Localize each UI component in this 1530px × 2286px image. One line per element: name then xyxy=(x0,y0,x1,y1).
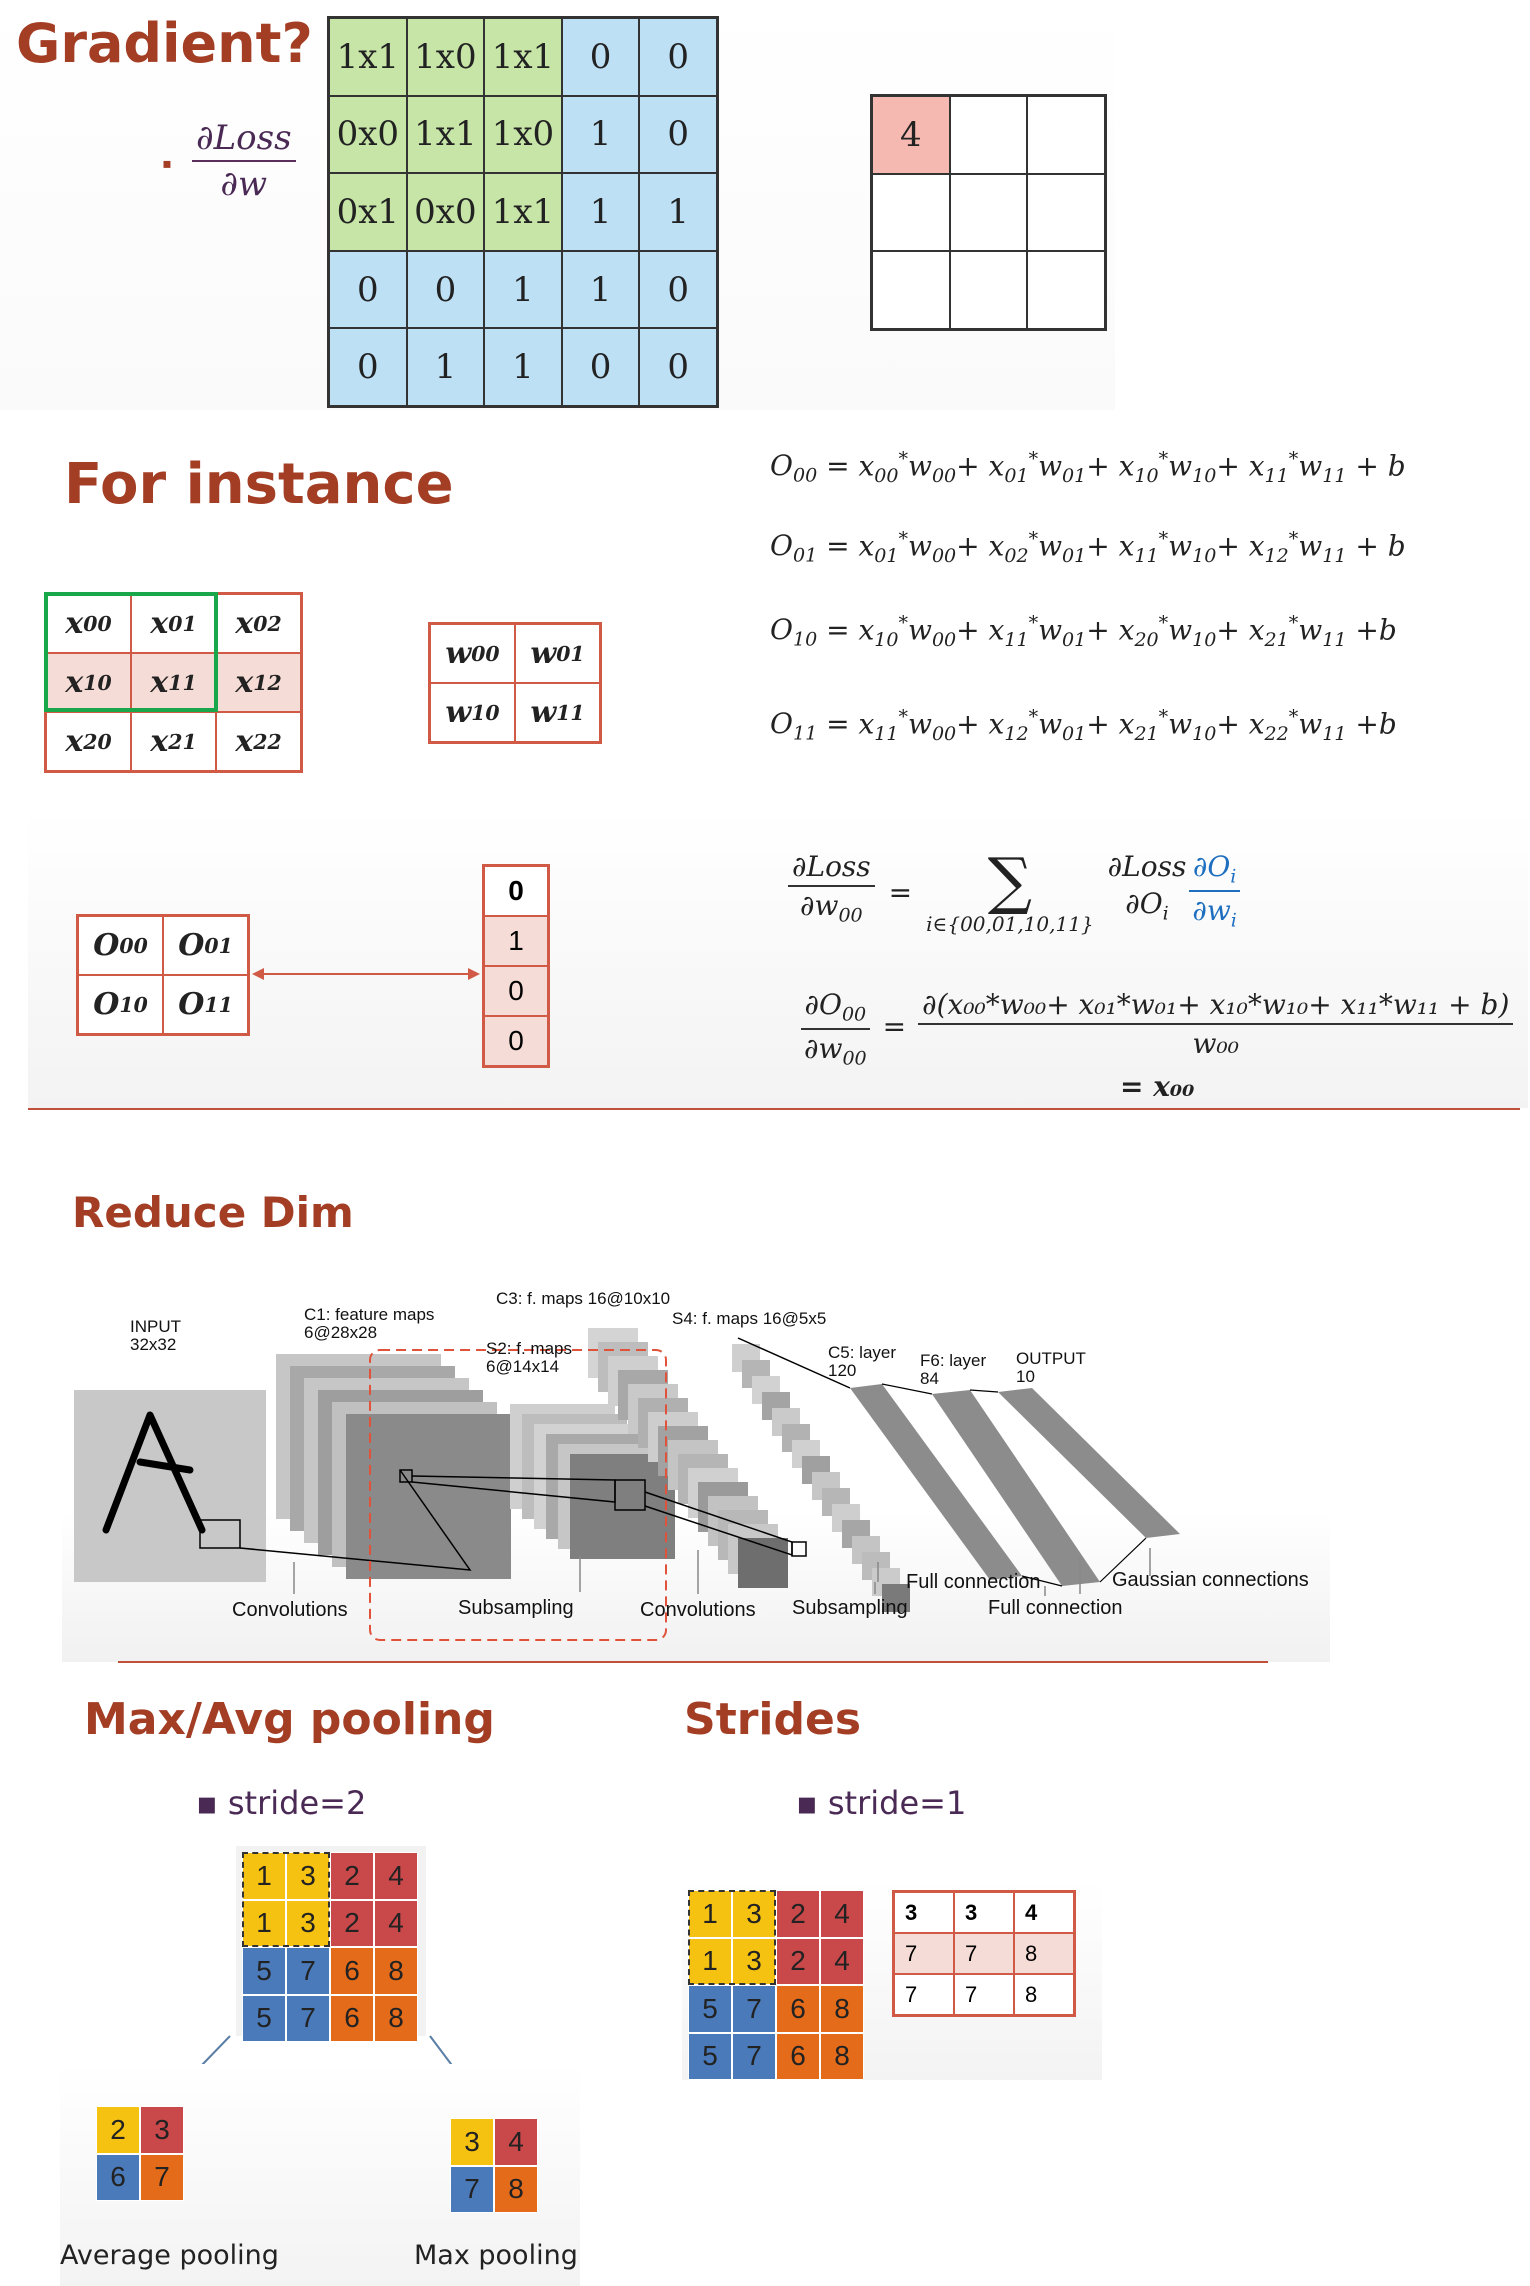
eq-x-sub: 00 xyxy=(874,464,899,487)
input-cell: 1x1 xyxy=(407,96,485,174)
eq-x: x xyxy=(858,707,875,741)
o-cell xyxy=(163,975,248,1034)
eq-star: * xyxy=(1028,612,1039,634)
input-cell: 1x1 xyxy=(484,173,562,251)
w-cell xyxy=(515,683,600,742)
x-subscript: 20 xyxy=(83,729,112,754)
eq-plus: + xyxy=(1086,449,1119,483)
avg-pool-output xyxy=(96,2106,184,2201)
stride-result-cell: 3 xyxy=(954,1892,1014,1933)
eq-star: * xyxy=(1028,706,1039,728)
output-cell xyxy=(1027,251,1105,329)
input-cell: 0 xyxy=(639,96,717,174)
output-cell xyxy=(1027,174,1105,252)
eq-plus: + xyxy=(1086,613,1119,647)
label-s4: S4: f. maps 16@5x5 xyxy=(672,1309,827,1328)
pool-cell: 3 xyxy=(286,1852,330,1900)
eq-w-sub: 10 xyxy=(1192,722,1217,745)
label-c5: C5: layer 120 xyxy=(828,1343,897,1380)
dloss-dw00: $\frac{\text{∂Loss}}{\partial w_{00}}$ xyxy=(788,850,875,927)
eq-equals: = xyxy=(817,613,859,647)
eq-star: * xyxy=(898,612,908,634)
x-cell xyxy=(131,712,216,771)
stride-cell: 2 xyxy=(776,1890,820,1938)
w-cell xyxy=(430,683,515,742)
input-cell: 0 xyxy=(562,328,640,406)
eq-w-sub: 01 xyxy=(1062,464,1087,487)
eq-x: x xyxy=(1118,529,1135,563)
eq-x: x xyxy=(1248,449,1265,483)
eq-w-sub: 10 xyxy=(1192,628,1217,651)
eq-plus: + xyxy=(956,529,989,563)
eq-w: w xyxy=(1298,613,1323,647)
doi-dwi: $\frac{\partial O_i}{\partial w_i}$ xyxy=(1188,850,1241,931)
input-cell: 1x1 xyxy=(329,18,407,96)
eq-plus: + xyxy=(956,449,989,483)
x-symbol: x xyxy=(65,606,84,641)
stride-result-cell: 7 xyxy=(894,1974,954,2015)
eq-star: * xyxy=(1028,528,1039,550)
bullet-icon: ▪ xyxy=(162,148,172,179)
stride-cell: 3 xyxy=(732,1938,776,1986)
max-cell: 8 xyxy=(494,2166,538,2214)
input-cell: 1 xyxy=(562,96,640,174)
eq-w-sub: 10 xyxy=(1192,544,1217,567)
eq-x-sub: 12 xyxy=(1004,722,1029,745)
vector-cell: 1 xyxy=(484,916,548,966)
label-output: OUTPUT 10 xyxy=(1016,1349,1086,1386)
sigma-block: ∑ i∈{00,01,10,11} xyxy=(926,844,1094,936)
input-cell: 1 xyxy=(484,328,562,406)
stride-cell: 5 xyxy=(688,2033,732,2081)
w-symbol: w xyxy=(530,636,557,671)
o-subscript: 01 xyxy=(204,933,233,958)
avg-cell: 6 xyxy=(96,2154,140,2202)
eq-star: * xyxy=(898,706,908,728)
stride-result-cell: 7 xyxy=(954,1974,1014,2015)
eq-x: x xyxy=(1248,707,1265,741)
eq-plus: + xyxy=(1216,449,1249,483)
input-cell: 1 xyxy=(562,251,640,329)
x-cell xyxy=(216,594,301,653)
lenet-diagram xyxy=(70,1280,1330,1650)
o-matrix xyxy=(76,914,250,1036)
eq-w: w xyxy=(1298,707,1323,741)
stride-cell: 4 xyxy=(820,1890,864,1938)
eq-star: * xyxy=(1158,448,1169,470)
input-matrix xyxy=(327,16,719,408)
input-cell: 1 xyxy=(484,251,562,329)
input-cell: 0 xyxy=(329,328,407,406)
eq-x-sub: 10 xyxy=(1134,464,1159,487)
output-cell xyxy=(872,174,950,252)
label-f6: F6: layer 84 xyxy=(920,1351,987,1388)
x-subscript: 22 xyxy=(253,729,282,754)
output-cell xyxy=(950,251,1028,329)
eq-star: * xyxy=(1288,528,1299,550)
x-symbol: x xyxy=(235,665,254,700)
eq-tail: +b xyxy=(1346,613,1397,647)
input-cell: 1x0 xyxy=(484,96,562,174)
stride-result-cell: 4 xyxy=(1014,1892,1074,1933)
eq-x: x xyxy=(1118,449,1135,483)
pool-cell: 1 xyxy=(242,1852,286,1900)
x-subscript: 12 xyxy=(253,670,282,695)
strides-output-grid xyxy=(892,1890,1076,2017)
w-cell xyxy=(515,624,600,683)
output-cell xyxy=(872,251,950,329)
avg-cell: 3 xyxy=(140,2106,184,2154)
stride-cell: 7 xyxy=(732,1985,776,2033)
eq-star: * xyxy=(1158,528,1169,550)
input-image xyxy=(74,1390,266,1582)
w-symbol: w xyxy=(445,695,472,730)
label-full-connection-2: Full connection xyxy=(988,1597,1123,1619)
eq-w: w xyxy=(907,707,932,741)
dloss-doi: ∂Loss $\partial O_i$ xyxy=(1107,850,1187,925)
w-matrix xyxy=(428,622,602,744)
eq-w: w xyxy=(1038,449,1063,483)
label-subsampling-2: Subsampling xyxy=(792,1597,908,1619)
eq-w: w xyxy=(1168,449,1193,483)
eq-plus: + xyxy=(1086,707,1119,741)
eq-x: x xyxy=(1118,707,1135,741)
input-cell: 0x1 xyxy=(329,173,407,251)
eq-x: x xyxy=(988,449,1005,483)
o-symbol: O xyxy=(93,928,120,963)
x-subscript: 10 xyxy=(83,670,112,695)
eq-plus: + xyxy=(1216,613,1249,647)
eq-lhs-o: O xyxy=(770,707,793,741)
avg-pool-label: Average pooling xyxy=(60,2240,279,2271)
eq-x: x xyxy=(858,449,875,483)
eq-lhs-o: O xyxy=(770,449,793,483)
pool-cell: 8 xyxy=(374,1947,418,1995)
output-cell: 4 xyxy=(872,96,950,174)
pool-cell: 6 xyxy=(330,1947,374,1995)
double-arrow xyxy=(252,964,480,984)
avg-cell: 2 xyxy=(96,2106,140,2154)
eq-plus: + xyxy=(956,613,989,647)
eq-lhs-o: O xyxy=(770,529,793,563)
pool-cell: 7 xyxy=(286,1947,330,1995)
eq-w-sub: 10 xyxy=(1192,464,1217,487)
w-subscript: 11 xyxy=(556,700,585,725)
stride-cell: 6 xyxy=(776,1985,820,2033)
pooling-input-grid xyxy=(242,1852,418,2042)
max-pool-output xyxy=(450,2118,538,2213)
output-cell xyxy=(1027,96,1105,174)
eq-w-sub: 00 xyxy=(931,544,957,567)
eq-x: x xyxy=(988,613,1005,647)
stride-result-cell: 7 xyxy=(894,1933,954,1974)
label-convolutions-2: Convolutions xyxy=(640,1599,756,1621)
max-cell: 4 xyxy=(494,2118,538,2166)
stride-cell: 5 xyxy=(688,1985,732,2033)
eq-w: w xyxy=(1168,529,1193,563)
eq-w-sub: 01 xyxy=(1062,628,1087,651)
stride-cell: 1 xyxy=(688,1938,732,1986)
eq-x-sub: 12 xyxy=(1264,544,1289,567)
eq-star: * xyxy=(898,528,908,550)
label-full-connection-1: Full connection xyxy=(906,1571,1041,1593)
eq-w: w xyxy=(1038,529,1063,563)
eq-x-sub: 10 xyxy=(874,628,899,651)
pool-cell: 4 xyxy=(374,1900,418,1948)
pool-cell: 5 xyxy=(242,1995,286,2043)
gradient-title: Gradient? xyxy=(16,12,313,75)
pool-cell: 1 xyxy=(242,1900,286,1948)
input-cell: 0 xyxy=(639,18,717,96)
dloss-dw-fraction: ∂Loss ∂w xyxy=(192,118,296,204)
c1-feature-maps xyxy=(276,1354,511,1579)
input-cell: 0 xyxy=(562,18,640,96)
eq-w-sub: 00 xyxy=(931,722,957,745)
eq-x: x xyxy=(1248,613,1265,647)
eq-w-sub: 11 xyxy=(1322,464,1347,487)
x-symbol: x xyxy=(150,665,169,700)
eq-w-sub: 01 xyxy=(1062,544,1087,567)
x-symbol: x xyxy=(150,606,169,641)
eq-x: x xyxy=(1118,613,1135,647)
eq-x-sub: 11 xyxy=(1004,628,1029,651)
w-symbol: w xyxy=(530,695,557,730)
vector-cell: 0 xyxy=(484,1016,548,1066)
o-symbol: O xyxy=(93,987,120,1022)
x-subscript: 01 xyxy=(168,611,197,636)
o-symbol: O xyxy=(178,987,205,1022)
input-cell: 0x0 xyxy=(407,173,485,251)
eq-x-sub: 02 xyxy=(1004,544,1029,567)
eq-w-sub: 11 xyxy=(1322,544,1347,567)
output-matrix xyxy=(870,94,1107,331)
eq-x: x xyxy=(1248,529,1265,563)
stride-cell: 3 xyxy=(732,1890,776,1938)
eq-w-sub: 11 xyxy=(1322,628,1347,651)
input-cell: 0 xyxy=(639,251,717,329)
input-cell: 0 xyxy=(639,328,717,406)
o-subscript: 00 xyxy=(119,933,148,958)
equation-line xyxy=(770,448,1406,487)
stride-cell: 8 xyxy=(820,1985,864,2033)
eq-x-sub: 11 xyxy=(874,722,899,745)
equation-line xyxy=(770,528,1406,567)
eq-w: w xyxy=(1038,707,1063,741)
x-subscript: 00 xyxy=(83,611,112,636)
equation-line xyxy=(770,612,1397,651)
w-cell xyxy=(430,624,515,683)
reduce-title: Reduce Dim xyxy=(72,1188,354,1237)
reduce-divider xyxy=(118,1661,1268,1663)
do00-dw00: $\frac{\partial O_{00}}{\partial w_{00}}$ xyxy=(800,988,871,1069)
instance-divider xyxy=(28,1108,1520,1110)
input-cell: 1x0 xyxy=(407,18,485,96)
eq-x: x xyxy=(988,529,1005,563)
w-subscript: 10 xyxy=(471,700,500,725)
avg-cell: 7 xyxy=(140,2154,184,2202)
pool-cell: 3 xyxy=(286,1900,330,1948)
eq-tail: + b xyxy=(1346,529,1406,563)
stride-result-cell: 8 xyxy=(1014,1933,1074,1974)
x-subscript: 11 xyxy=(168,670,197,695)
eq-x-sub: 21 xyxy=(1264,628,1289,651)
stride-result-cell: 7 xyxy=(954,1933,1014,1974)
x-cell xyxy=(216,653,301,712)
eq-w-sub: 11 xyxy=(1322,722,1347,745)
stride-cell: 1 xyxy=(688,1890,732,1938)
sum-equation: $\frac{\text{∂Loss}}{\partial w_{00}}$ = ∑ i∈{00,01,10,11} ∂Loss $\partial O_i$ $\frac{\partial O_i}{\partial w_i}$ xyxy=(788,850,1241,936)
eq-equals: = xyxy=(817,449,859,483)
eq-lhs-sub: 01 xyxy=(792,544,818,567)
pool-cell: 8 xyxy=(374,1995,418,2043)
eq-x-sub: 11 xyxy=(1264,464,1289,487)
o-symbol: O xyxy=(178,928,205,963)
eq-tail: + b xyxy=(1346,449,1406,483)
input-cell: 1 xyxy=(639,173,717,251)
pool-cell: 6 xyxy=(330,1995,374,2043)
input-cell: 0 xyxy=(329,251,407,329)
o-cell xyxy=(78,916,163,975)
eq-star: * xyxy=(1288,706,1299,728)
eq-x-sub: 21 xyxy=(1134,722,1159,745)
stride-cell: 4 xyxy=(820,1938,864,1986)
partial-result: = x₀₀ xyxy=(1120,1070,1195,1103)
pool-cell: 2 xyxy=(330,1852,374,1900)
eq-star: * xyxy=(1288,612,1299,634)
eq-w: w xyxy=(1038,613,1063,647)
pool-cell: 7 xyxy=(286,1995,330,2043)
eq-plus: + xyxy=(1216,529,1249,563)
x-receptive-field-box xyxy=(44,592,218,712)
o-cell xyxy=(78,975,163,1034)
max-pool-label: Max pooling xyxy=(414,2240,578,2271)
x-cell xyxy=(46,712,131,771)
stride-result-cell: 8 xyxy=(1014,1974,1074,2015)
eq-x: x xyxy=(858,529,875,563)
max-cell: 3 xyxy=(450,2118,494,2166)
flattened-vector xyxy=(482,864,550,1068)
eq-w: w xyxy=(1298,529,1323,563)
eq-star: * xyxy=(1288,448,1299,470)
vector-cell: 0 xyxy=(484,966,548,1016)
eq-x-sub: 11 xyxy=(1134,544,1159,567)
eq-w: w xyxy=(907,613,932,647)
w-subscript: 01 xyxy=(556,641,585,666)
instance-title: For instance xyxy=(64,452,454,517)
eq-lhs-sub: 11 xyxy=(792,722,818,745)
w-symbol: w xyxy=(445,636,472,671)
input-cell: 0 xyxy=(407,251,485,329)
eq-tail: +b xyxy=(1346,707,1397,741)
eq-w: w xyxy=(1168,707,1193,741)
eq-x: x xyxy=(988,707,1005,741)
stride-cell: 7 xyxy=(732,2033,776,2081)
output-cell xyxy=(950,96,1028,174)
eq-w: w xyxy=(1298,449,1323,483)
label-c3: C3: f. maps 16@10x10 xyxy=(496,1289,671,1308)
label-input: INPUT 32x32 xyxy=(130,1317,181,1354)
equation-line xyxy=(770,706,1397,745)
label-c1: C1: feature maps 6@28x28 xyxy=(304,1305,435,1342)
strides-bullet: ▪ stride=1 xyxy=(796,1784,967,1822)
label-convolutions-1: Convolutions xyxy=(232,1599,348,1621)
label-s2: S2: f. maps 6@14x14 xyxy=(486,1339,572,1376)
x-symbol: x xyxy=(235,606,254,641)
x-symbol: x xyxy=(65,724,84,759)
label-subsampling-1: Subsampling xyxy=(458,1597,574,1619)
partial-equation: $\frac{\partial O_{00}}{\partial w_{00}}$ = $\frac{\text{∂(x₀₀*w₀₀+ x₀₁*w₀₁+ x₁₀*w₁₀+ x₁₁*w₁₁ + b)}}{\text{w₀₀}}$ xyxy=(800,988,1513,1069)
max-cell: 7 xyxy=(450,2166,494,2214)
eq-star: * xyxy=(1028,448,1039,470)
input-cell: 1x1 xyxy=(484,18,562,96)
input-cell: 0x0 xyxy=(329,96,407,174)
eq-x-sub: 01 xyxy=(1004,464,1029,487)
x-symbol: x xyxy=(235,724,254,759)
eq-w-sub: 01 xyxy=(1062,722,1087,745)
x-cell xyxy=(216,712,301,771)
o-subscript: 11 xyxy=(204,992,233,1017)
pooling-title: Max/Avg pooling xyxy=(84,1694,495,1745)
stride-result-cell: 3 xyxy=(894,1892,954,1933)
pool-cell: 4 xyxy=(374,1852,418,1900)
o-subscript: 10 xyxy=(119,992,148,1017)
output-cell xyxy=(950,174,1028,252)
eq-equals: = xyxy=(817,707,859,741)
eq-plus: + xyxy=(1086,529,1119,563)
eq-x-sub: 01 xyxy=(874,544,899,567)
stride-cell: 8 xyxy=(820,2033,864,2081)
eq-star: * xyxy=(1158,612,1169,634)
eq-star: * xyxy=(1158,706,1169,728)
eq-w-sub: 00 xyxy=(931,628,957,651)
eq-lhs-sub: 10 xyxy=(792,628,818,651)
eq-lhs-sub: 00 xyxy=(792,464,818,487)
eq-w: w xyxy=(1168,613,1193,647)
eq-w: w xyxy=(907,529,932,563)
x-symbol: x xyxy=(65,665,84,700)
x-subscript: 02 xyxy=(253,611,282,636)
eq-lhs-o: O xyxy=(770,613,793,647)
input-cell: 1 xyxy=(407,328,485,406)
partial-rhs: $\frac{\text{∂(x₀₀*w₀₀+ x₀₁*w₀₁+ x₁₀*w₁₀+ x₁₁*w₁₁ + b)}}{\text{w₀₀}}$ xyxy=(918,988,1513,1060)
o-cell xyxy=(163,916,248,975)
eq-star: * xyxy=(898,448,908,470)
stride-cell: 2 xyxy=(776,1938,820,1986)
pool-cell: 5 xyxy=(242,1947,286,1995)
pool-cell: 2 xyxy=(330,1900,374,1948)
eq-plus: + xyxy=(1216,707,1249,741)
eq-equals: = xyxy=(817,529,859,563)
w-subscript: 00 xyxy=(471,641,500,666)
eq-w: w xyxy=(907,449,932,483)
eq-x-sub: 20 xyxy=(1134,628,1159,651)
eq-w-sub: 00 xyxy=(931,464,957,487)
eq-x: x xyxy=(858,613,875,647)
eq-x-sub: 22 xyxy=(1264,722,1289,745)
label-gaussian: Gaussian connections xyxy=(1112,1569,1309,1591)
eq-plus: + xyxy=(956,707,989,741)
strides-title: Strides xyxy=(684,1694,862,1745)
vector-cell: 0 xyxy=(484,866,548,916)
pooling-bullet: ▪ stride=2 xyxy=(196,1784,367,1822)
input-cell: 1 xyxy=(562,173,640,251)
strides-input-grid xyxy=(688,1890,864,2080)
x-subscript: 21 xyxy=(168,729,197,754)
stride-cell: 6 xyxy=(776,2033,820,2081)
x-symbol: x xyxy=(150,724,169,759)
